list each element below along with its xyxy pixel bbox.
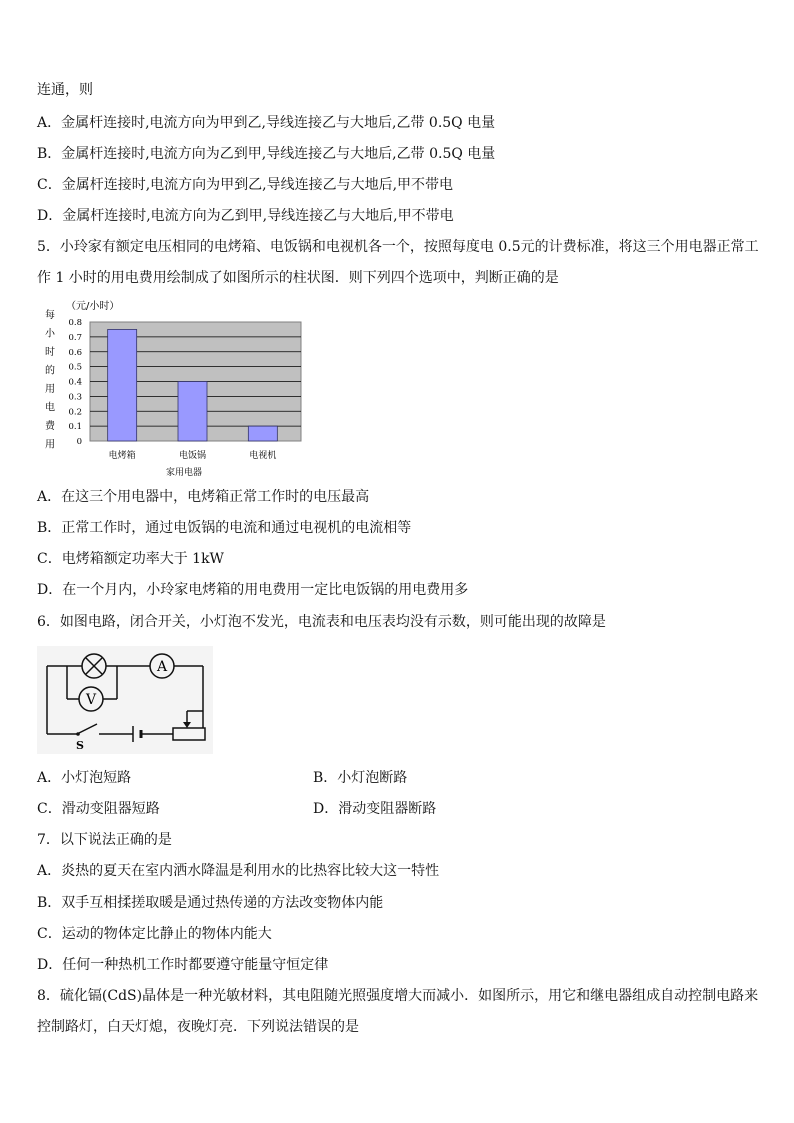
q6-option-a: A．小灯泡短路 (37, 770, 132, 786)
q6-option-c: C．滑动变阻器短路 (37, 801, 160, 817)
y-tick-label: 0.1 (68, 422, 82, 433)
y-tick-label: 0.6 (68, 347, 82, 358)
y-label-char: 小 (45, 328, 55, 340)
switch-label: S (76, 739, 84, 752)
y-label-char: 费 (45, 421, 55, 432)
q5-option-d: D．在一个月内，小玲家电烤箱的用电费用一定比电饭锅的用电费用多 (37, 582, 469, 598)
q7-option-c: C．运动的物体定比静止的物体内能大 (37, 926, 272, 942)
ammeter-label: A (156, 659, 168, 675)
y-tick-label: 0.4 (68, 377, 82, 388)
q5-stem-line1: 5．小玲家有额定电压相同的电烤箱、电饭锅和电视机各一个，按照每度电 0.5元的计费标准，将这三个用电器正常工 (37, 239, 759, 255)
lamp-symbol (82, 654, 106, 678)
y-tick-label: 0.7 (68, 332, 82, 343)
q4-option-d: D．金属杆连接时,电流方向为乙到甲,导线连接乙与大地后,甲不带电 (37, 208, 454, 224)
chart-y-unit: （元/小时） (66, 301, 120, 312)
q6-option-b: B．小灯泡断路 (313, 770, 408, 786)
y-tick-label: 0.5 (68, 362, 82, 373)
circuit-diagram (37, 646, 213, 754)
q5-option-c: C．电烤箱额定功率大于 1kW (37, 551, 224, 567)
y-label-char: 电 (45, 402, 55, 414)
y-tick-label: 0.2 (68, 407, 82, 418)
bar-chart (36, 294, 316, 480)
q7-stem: 7．以下说法正确的是 (37, 832, 172, 848)
y-label-char: 每 (45, 310, 55, 321)
q7-option-a: A．炎热的夏天在室内洒水降温是利用水的比热容比较大这一特性 (37, 863, 440, 879)
ammeter-symbol (150, 654, 174, 678)
q5-stem-line2: 作 1 小时的用电费用绘制成了如图所示的柱状图．则下列四个选项中，判断正确的是 (37, 270, 559, 286)
q8-stem-line2: 控制路灯，白天灯熄，夜晚灯亮．下列说法错误的是 (37, 1019, 359, 1035)
y-tick-label: 0.8 (68, 318, 82, 328)
q5-option-b: B．正常工作时，通过电饭锅的电流和通过电视机的电流相等 (37, 520, 412, 536)
q4-option-a: A．金属杆连接时,电流方向为甲到乙,导线连接乙与大地后,乙带 0.5Q 电量 (37, 115, 496, 131)
y-label-char: 时 (45, 347, 55, 358)
y-label-char: 的 (45, 365, 55, 377)
x-tick-label: 电饭锅 (178, 451, 207, 461)
line-q4-continued: 连通，则 (37, 82, 93, 98)
q8-stem-line1: 8．硫化镉(CdS)晶体是一种光敏材料，其电阻随光照强度增大而减小．如图所示，用它和继电器组成自动控制电路来 (37, 988, 759, 1004)
chart-y-label (45, 308, 56, 451)
q6-option-d: D．滑动变阻器断路 (313, 801, 437, 817)
y-tick-label: 0.3 (68, 392, 82, 403)
bar-3 (248, 426, 277, 441)
x-tick-label: 电烤箱 (108, 451, 136, 461)
q7-option-d: D．任何一种热机工作时都要遵守能量守恒定律 (37, 957, 329, 973)
y-label-char: 用 (45, 439, 55, 451)
voltmeter-label: V (85, 692, 97, 708)
chart-x-label: 家用电器 (165, 468, 203, 478)
q6-stem: 6．如图电路，闭合开关，小灯泡不发光，电流表和电压表均没有示数，则可能出现的故障是 (37, 614, 606, 630)
bar-1 (108, 329, 137, 441)
q4-option-b: B．金属杆连接时,电流方向为乙到甲,导线连接乙与大地后,乙带 0.5Q 电量 (37, 146, 496, 162)
y-label-char: 用 (45, 384, 55, 395)
q4-option-c: C．金属杆连接时,电流方向为甲到乙,导线连接乙与大地后,甲不带电 (37, 177, 454, 193)
x-tick-labels (109, 449, 277, 461)
bar-2 (178, 382, 207, 442)
q5-option-a: A．在这三个用电器中，电烤箱正常工作时的电压最高 (37, 489, 370, 505)
y-tick-labels (68, 318, 82, 447)
voltmeter-symbol (79, 687, 103, 711)
q7-option-b: B．双手互相揉搓取暖是通过热传递的方法改变物体内能 (37, 895, 384, 911)
y-tick-label: 0 (76, 437, 82, 447)
x-tick-label: 电视机 (249, 451, 277, 461)
